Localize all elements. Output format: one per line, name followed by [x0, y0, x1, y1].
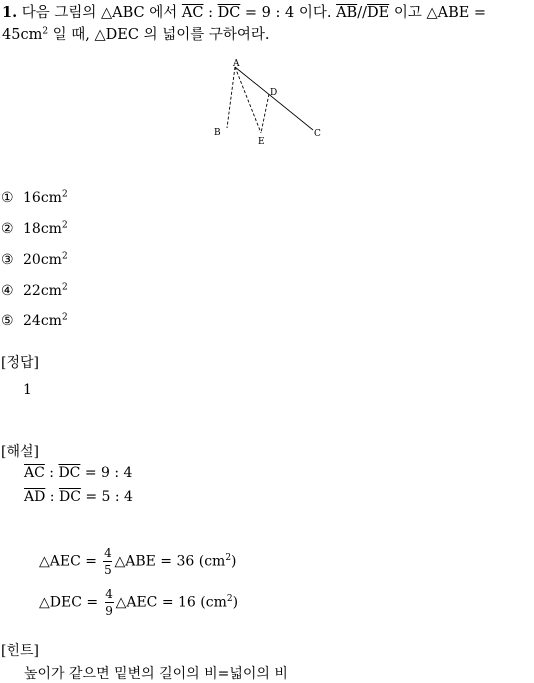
solution-equation-1	[39, 546, 237, 577]
segment-dc: $\overline{DC}$	[217, 5, 241, 21]
segment-ad: $\overline{AD}$	[24, 489, 46, 505]
label-a: A	[233, 59, 240, 69]
ratio-value: = 9 : 4	[80, 465, 133, 481]
choice-value: 22cm	[23, 283, 62, 299]
choice-value: 24cm	[23, 313, 62, 329]
ratio-value: = 5 : 4	[80, 489, 133, 505]
answer-heading: [정답]	[1, 355, 39, 371]
equation-left: △AEC =	[39, 553, 102, 570]
fraction	[103, 546, 112, 577]
choice-value: 16cm	[23, 190, 62, 206]
solution-ratio-2	[24, 489, 133, 505]
fraction-denominator: 5	[104, 563, 112, 577]
choice-exponent: 2	[61, 282, 68, 293]
ratio-colon: :	[45, 489, 59, 505]
choice-marker: ③	[1, 252, 14, 268]
segment-dc: $\overline{DC}$	[58, 465, 81, 481]
fraction-numerator: 4	[104, 546, 112, 560]
area-exponent: 2	[42, 26, 49, 37]
equation-right: △AEC = 16 (cm	[115, 594, 227, 611]
segment-de-line	[261, 94, 269, 133]
segment-ab-line	[227, 67, 235, 128]
solution-heading: [해설]	[1, 444, 39, 460]
segment-ac: $\overline{AC}$	[181, 5, 204, 21]
label-d: D	[270, 88, 278, 98]
question-prompt: 일 때, △DEC 의 넓이를 구하여라.	[48, 27, 270, 43]
question-line-1	[2, 4, 486, 22]
unit-exponent: 2	[226, 594, 233, 605]
segment-ac: $\overline{AC}$	[24, 465, 45, 481]
choice-exponent: 2	[61, 220, 68, 231]
choice-exponent: 2	[61, 189, 68, 200]
choice-5[interactable]	[1, 313, 68, 329]
parallel-symbol: //	[357, 5, 367, 21]
choice-marker: ⑤	[1, 313, 14, 329]
area-value: 45cm	[2, 27, 43, 43]
fraction-numerator: 4	[105, 587, 113, 601]
choice-2[interactable]	[1, 221, 68, 237]
closing-paren: )	[231, 553, 237, 570]
closing-paren: )	[232, 594, 239, 611]
choice-marker: ④	[1, 283, 14, 299]
choice-value: 18cm	[23, 221, 62, 237]
choice-exponent: 2	[61, 251, 68, 262]
equation-left: △DEC =	[39, 594, 103, 611]
hint-heading: [힌트]	[1, 643, 39, 659]
segment-ae-line	[235, 67, 261, 133]
segment-dc: $\overline{DC}$	[58, 489, 81, 505]
segment-ac-line	[235, 67, 313, 130]
choice-4[interactable]	[1, 283, 68, 299]
choice-marker: ②	[1, 221, 14, 237]
solution-ratio-1	[24, 465, 132, 481]
question-line-2	[2, 27, 269, 44]
ratio-colon: :	[44, 465, 59, 481]
unit-exponent: 2	[225, 553, 232, 564]
question-number: 1.	[2, 4, 18, 21]
triangle-figure	[205, 55, 330, 150]
ratio-text: = 9 : 4 이다.	[240, 5, 337, 21]
question-text: 다음 그림의 △ABC 에서	[21, 5, 182, 21]
answer-value: 1	[23, 382, 32, 398]
hint-text: 높이가 같으면 밑변의 길이의 비=넓이의 비	[24, 666, 288, 682]
label-e: E	[258, 137, 265, 147]
equation-right: △ABE = 36 (cm	[114, 553, 226, 570]
fraction-denominator: 9	[105, 604, 113, 618]
question-text-end: 이고 △ABE =	[389, 5, 487, 21]
label-b: B	[214, 128, 221, 138]
choice-value: 20cm	[23, 252, 62, 268]
label-c: C	[314, 129, 321, 139]
segment-ab: $\overline{AB}$	[336, 5, 358, 21]
choice-3[interactable]	[1, 252, 68, 268]
choice-marker: ①	[1, 190, 14, 206]
solution-equation-2	[39, 587, 238, 618]
choice-1[interactable]	[1, 190, 68, 206]
fraction	[105, 587, 114, 618]
ratio-colon: :	[203, 5, 218, 21]
segment-de: $\overline{DE}$	[367, 5, 390, 21]
choice-exponent: 2	[61, 312, 68, 323]
